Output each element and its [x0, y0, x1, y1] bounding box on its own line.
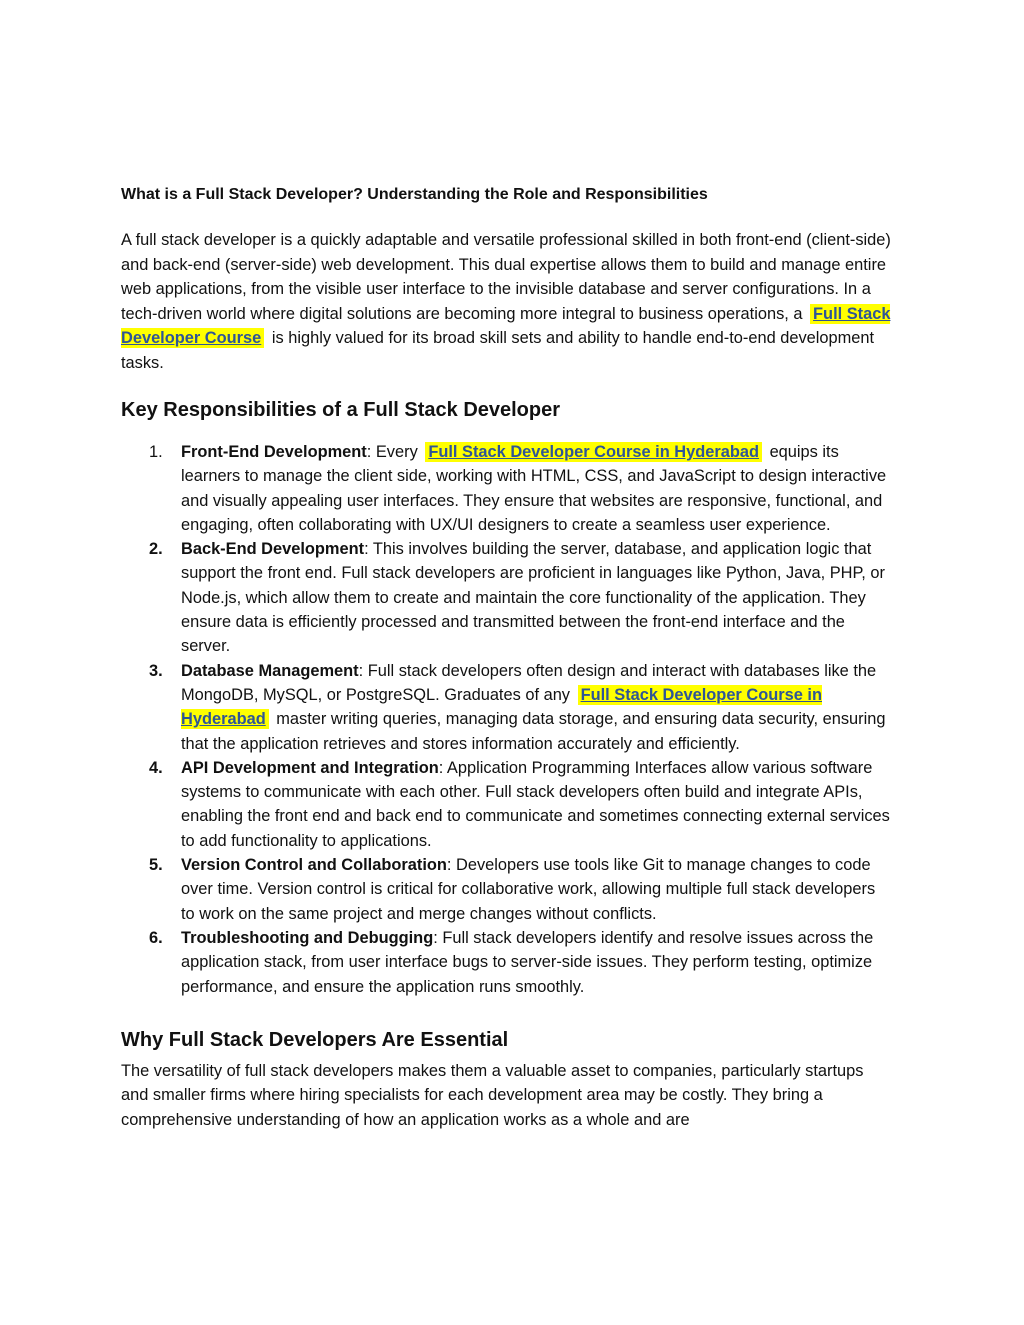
list-number: 4.: [149, 758, 163, 777]
list-item: [121, 756, 893, 853]
responsibilities-heading: Key Responsibilities of a Full Stack Developer: [121, 399, 561, 421]
list-item: [121, 926, 893, 999]
list-text: : Full stack developers often design and interact with databases like the MongoDB, MySQL, or PostgreSQL. Graduates of any: [181, 661, 877, 704]
list-number: 1.: [149, 443, 163, 461]
list-item: [121, 853, 893, 926]
list-text: : This involves building the server, database, and application logic that support the front end. Full stack developers are proficient in languages like Python, Java, PHP, or Node.js, which allow them to create and maintain the core functionality of the application. They ensure data is efficiently processed and transmitted between the front-end interface and the server.: [181, 540, 885, 656]
list-term: Front-End Development: [181, 443, 367, 461]
list-text: : Application Programming Interfaces allow various software systems to communicate with each other. Full stack developers often build and integrate APIs, enabling the front end and back end to communicate and sometimes connecting external services to add functionality to applications.: [181, 758, 890, 850]
list-text-end: equips its learners to manage the client side, working with HTML, CSS, and JavaScript to design interactive and visually appealing user interfaces. They ensure that websites are responsive, functional, and engaging, often collaborating with UX/UI designers to create a seamless user experience.: [181, 443, 887, 534]
document-content: [121, 184, 893, 1132]
essential-paragraph: The versatility of full stack developers makes them a valuable asset to companies, particularly startups and smaller firms where hiring specialists for each development area may be costly. They bring a comprehensive understanding of how an application works as a whole and are: [121, 1061, 864, 1129]
list-term: Back-End Development: [181, 540, 365, 559]
list-term: Database Management: [181, 661, 359, 680]
list-term: API Development and Integration: [181, 758, 439, 777]
list-term: Troubleshooting and Debugging: [181, 928, 434, 947]
list-text: : Every: [366, 443, 418, 461]
list-text: : Full stack developers identify and resolve issues across the application stack, from user interface bugs to server-side issues. They perform testing, optimize performance, and ensure the application runs smoothly.: [181, 928, 874, 996]
list-term: Version Control and Collaboration: [181, 856, 447, 875]
essential-heading: Why Full Stack Developers Are Essential: [121, 1028, 509, 1051]
hyderabad-course-link[interactable]: Full Stack Developer Course in Hyderabad: [425, 442, 762, 462]
intro-paragraph: [121, 228, 893, 375]
list-item: [121, 659, 893, 756]
list-number: 2.: [149, 540, 163, 559]
responsibilities-list: [121, 440, 893, 999]
list-text: : Developers use tools like Git to manage changes to code over time. Version control is critical for collaborative work, allowing multiple full stack developers to work on the same project and merge changes without conflicts.: [181, 856, 876, 923]
document-title: What is a Full Stack Developer? Understanding the Role and Responsibilities: [121, 186, 708, 203]
full-stack-course-link[interactable]: Full Stack Developer Course: [121, 304, 891, 347]
list-number: 3.: [149, 661, 163, 680]
hyderabad-course-link[interactable]: Full Stack Developer Course in Hyderabad: [181, 685, 822, 729]
list-text-end: master writing queries, managing data storage, and ensuring data security, ensuring that the application retrieves and stores information accurately and efficiently.: [181, 710, 886, 753]
list-item: [121, 537, 893, 658]
list-number: 6.: [149, 928, 163, 947]
intro-text: A full stack developer is a quickly adaptable and versatile professional skilled in both front-end (client-side) and back-end (server-side) web development. This dual expertise allows them to build and manage entire web applications, from the visible user interface to the invisible database and server configurations. In a tech-driven world where digital solutions are becoming more integral to business operations, a: [121, 231, 891, 323]
list-number: 5.: [149, 856, 163, 875]
list-item: [121, 440, 893, 537]
intro-text-end: is highly valued for its broad skill sets and ability to handle end-to-end development tasks.: [121, 329, 875, 372]
